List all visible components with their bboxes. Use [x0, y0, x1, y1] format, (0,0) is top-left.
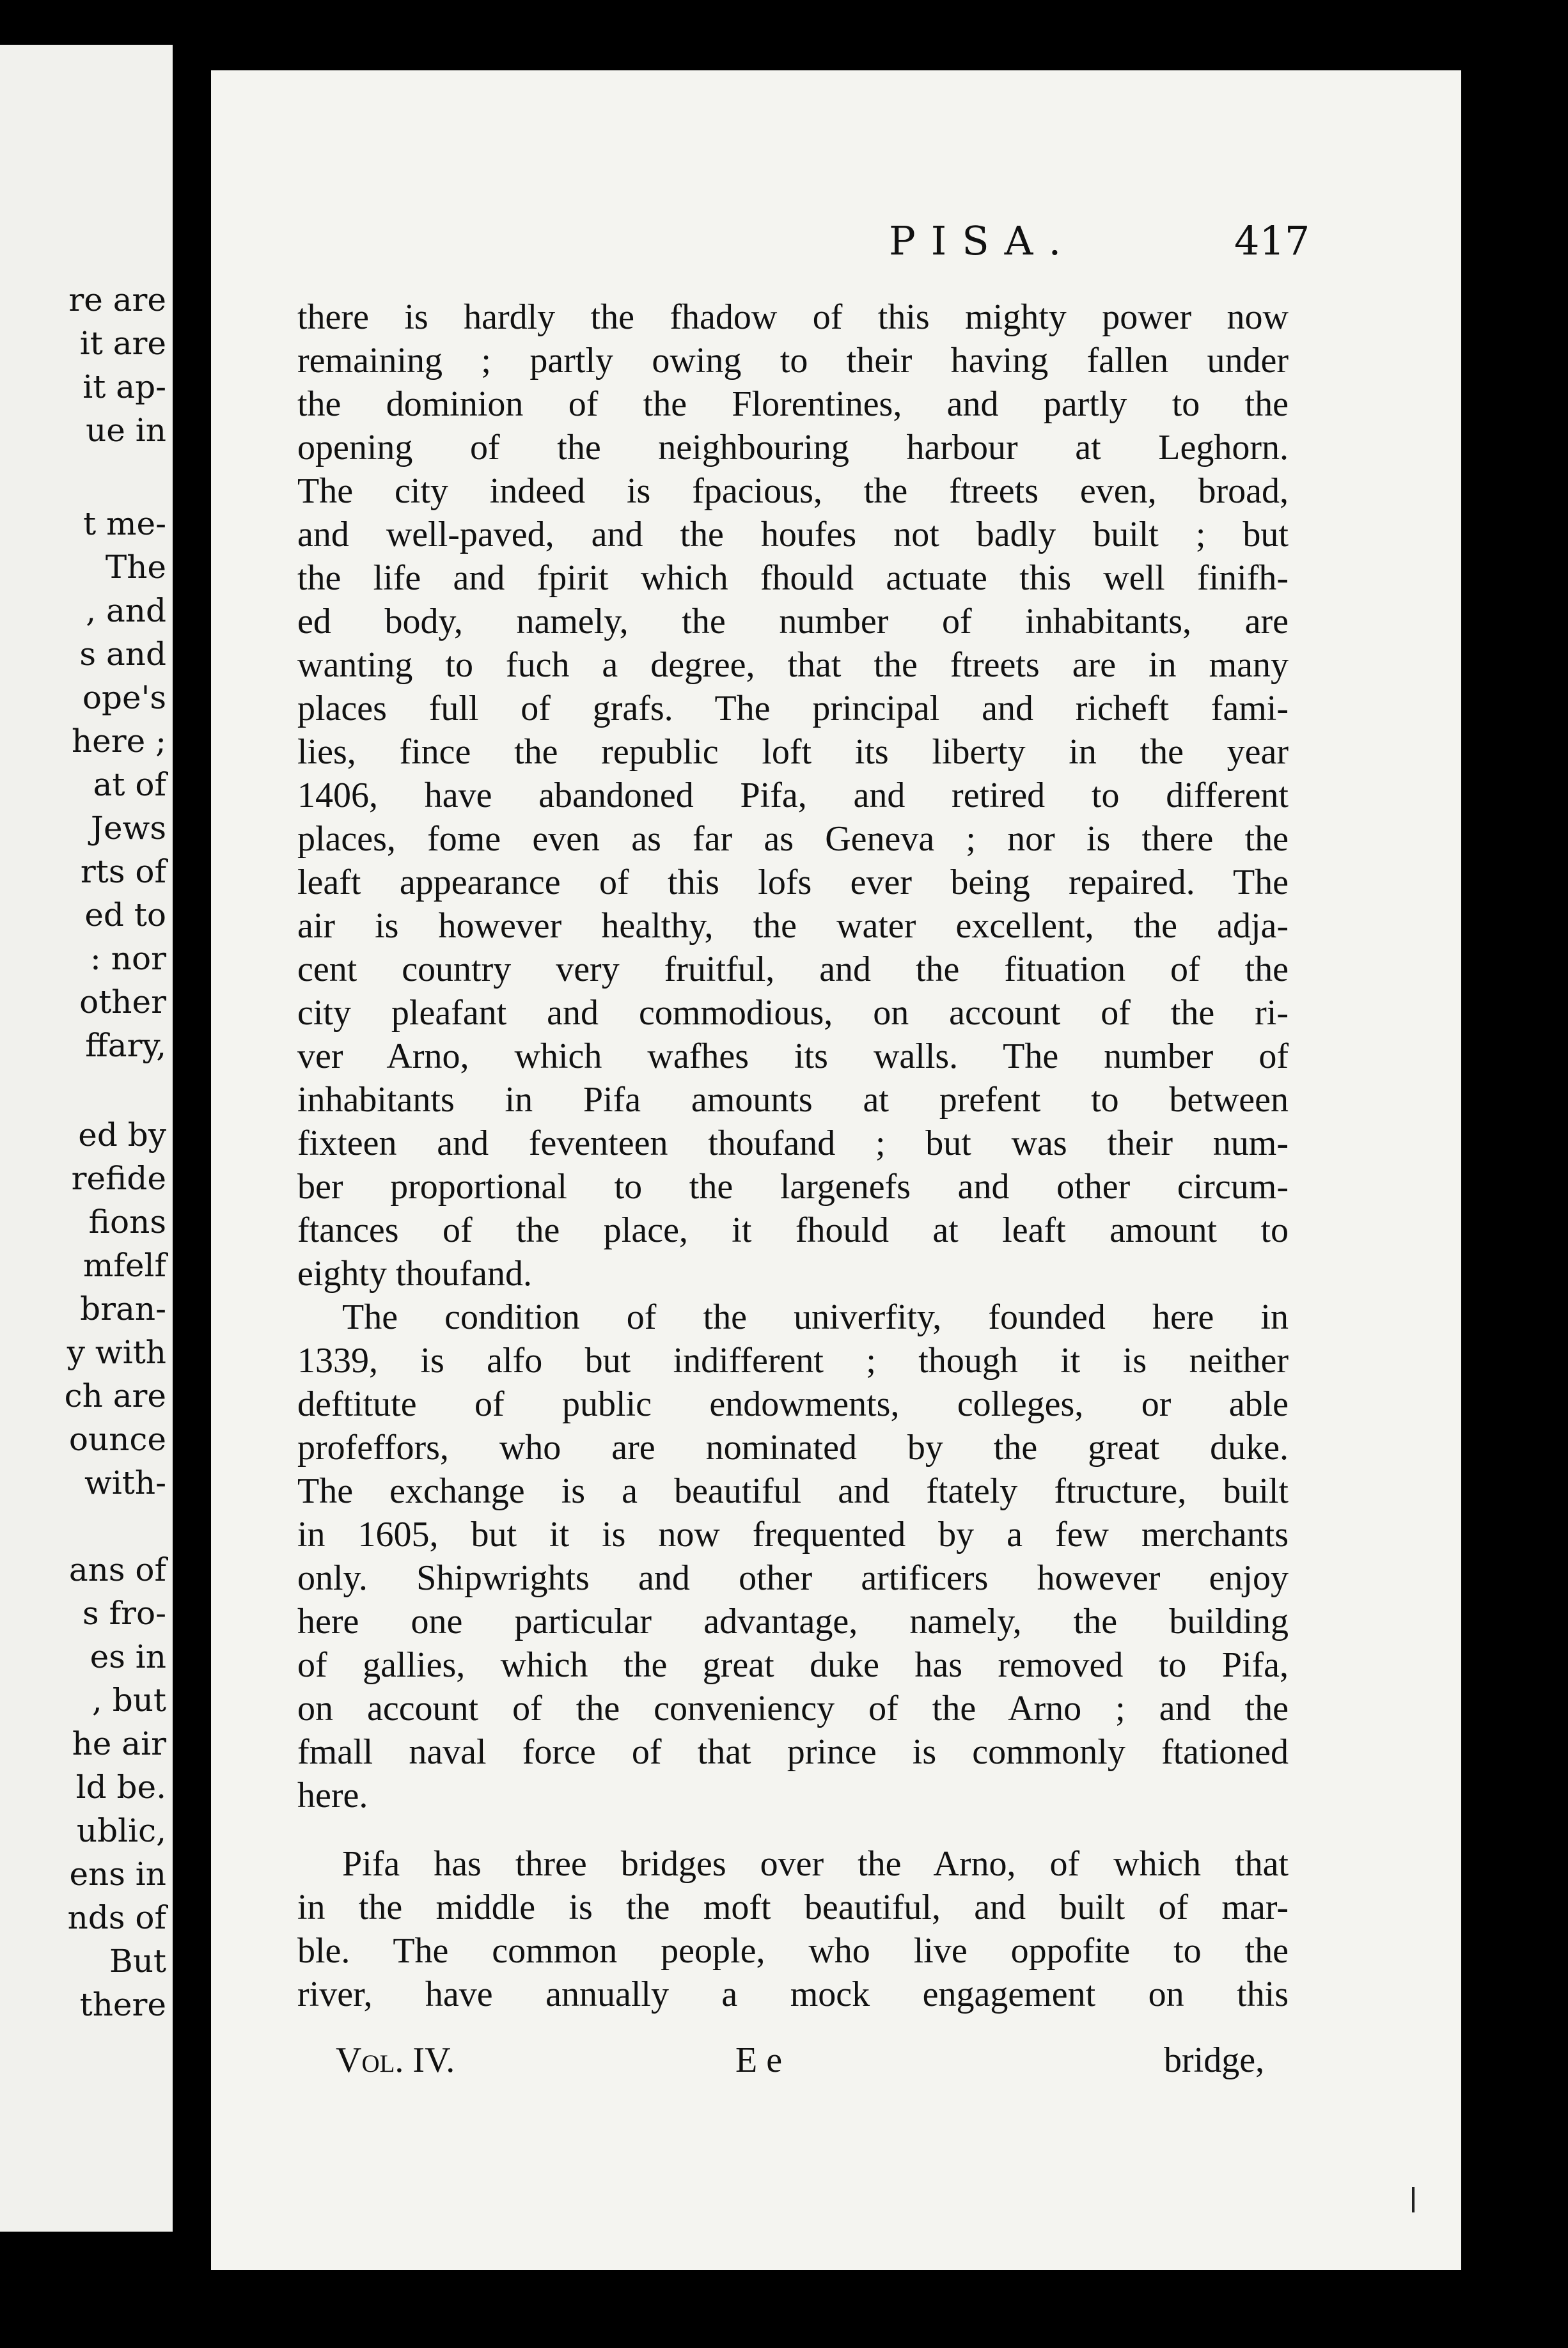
left-line: , and	[86, 592, 166, 629]
body-line: eighty thoufand.	[297, 1254, 533, 1294]
body-line: remaining ; partly owing to their having fallen under	[297, 341, 1289, 380]
running-head	[211, 217, 1461, 275]
left-line: it are	[79, 325, 166, 362]
body-line: there is hardly the fhadow of this mighty power now	[297, 297, 1289, 337]
body-line: and well-paved, and the houfes not badly built ; but	[297, 515, 1289, 554]
left-line: ublic,	[76, 1812, 166, 1849]
left-line: s and	[79, 636, 166, 673]
left-line: at of	[93, 766, 166, 803]
left-line: ans of	[68, 1551, 166, 1588]
body-line: here.	[297, 1776, 368, 1815]
body-line: wanting to fuch a degree, that the ftreets are in many	[297, 645, 1289, 685]
left-line: nds of	[67, 1899, 166, 1936]
left-line: fions	[88, 1203, 166, 1241]
page-edge-shadow	[1461, 58, 1568, 2296]
body-line: in 1605, but it is now frequented by a few merchants	[297, 1515, 1289, 1554]
body-line: ftances of the place, it fhould at leaft amount to	[297, 1210, 1289, 1250]
left-line: But	[109, 1943, 166, 1980]
body-line: The city indeed is fpacious, the ftreets even, broad,	[297, 471, 1289, 511]
left-line: The	[105, 549, 166, 586]
body-line: 1339, is alfo but indifferent ; though it is neither	[297, 1341, 1289, 1381]
left-line: es in	[90, 1638, 166, 1675]
left-line: ld be.	[75, 1769, 166, 1806]
body-line: the dominion of the Florentines, and partly to the	[297, 384, 1289, 424]
body-line: in the middle is the moft beautiful, and built of mar-	[297, 1888, 1289, 1927]
volume-label: Vol. IV.	[336, 2040, 455, 2080]
page-number: 417	[1234, 217, 1310, 264]
left-line: y with	[67, 1334, 166, 1371]
body-line: of gallies, which the great duke has removed to Pifa,	[297, 1645, 1289, 1685]
left-line: rts of	[80, 853, 166, 890]
left-line: s fro-	[82, 1595, 166, 1632]
body-line: 1406, have abandoned Pifa, and retired to different	[297, 776, 1289, 815]
left-line: Jews	[90, 810, 166, 847]
left-line: bran-	[80, 1290, 166, 1327]
left-line: : nor	[90, 940, 166, 977]
left-line: here ;	[71, 723, 166, 760]
page-title: PISA.	[889, 217, 1077, 264]
body-line: fmall naval force of that prince is commonly ftationed	[297, 1732, 1289, 1772]
body-line: places full of grafs. The principal and richeft fami-	[297, 689, 1289, 728]
left-line: ens in	[69, 1856, 166, 1893]
body-line: inhabitants in Pifa amounts at prefent to between	[297, 1080, 1289, 1120]
body-line: the life and fpirit which fhould actuate this well finifh-	[297, 558, 1289, 598]
left-line: re are	[68, 281, 166, 318]
left-line: mfelf	[82, 1247, 166, 1284]
body-line: ble. The common people, who live oppofite to the	[297, 1931, 1289, 1971]
page-417	[211, 70, 1461, 2270]
body-line: leaft appearance of this lofs ever being repaired. The	[297, 863, 1289, 902]
left-line: , but	[91, 1682, 166, 1719]
body-line: The condition of the univerfity, founded here in	[342, 1297, 1289, 1337]
left-line: t me-	[83, 505, 166, 542]
left-line: ffary,	[85, 1027, 166, 1064]
left-line: ch are	[64, 1377, 166, 1414]
body-line: The exchange is a beautiful and ftately ftructure, built	[297, 1471, 1289, 1511]
body-line: places, fome even as far as Geneva ; nor is there the	[297, 819, 1289, 859]
page-footer	[211, 2040, 1461, 2091]
body-line: on account of the conveniency of the Arno ; and the	[297, 1689, 1289, 1728]
stray-ink-mark	[1412, 2187, 1415, 2212]
body-line: Pifa has three bridges over the Arno, of which that	[342, 1844, 1289, 1884]
body-line: only. Shipwrights and other artificers however enjoy	[297, 1558, 1289, 1598]
body-line: opening of the neighbouring harbour at Leghorn.	[297, 428, 1289, 467]
left-line: he air	[72, 1725, 166, 1762]
left-line: there	[79, 1986, 166, 2023]
body-line: ed body, namely, the number of inhabitants, are	[297, 602, 1289, 641]
left-page-fragment	[0, 45, 173, 2232]
left-line: ue in	[86, 412, 166, 449]
body-line: deftitute of public endowments, colleges, or able	[297, 1384, 1289, 1424]
left-line: ope's	[82, 679, 166, 716]
body-line: ver Arno, which wafhes its walls. The number of	[297, 1037, 1289, 1076]
catchword: bridge,	[1164, 2040, 1265, 2080]
body-line: air is however healthy, the water excellent, the adja-	[297, 906, 1289, 946]
left-line: with-	[84, 1464, 166, 1501]
body-line: ber proportional to the largenefs and other circum-	[297, 1167, 1289, 1207]
signature-mark: E e	[735, 2040, 783, 2080]
left-line: refide	[71, 1160, 166, 1197]
body-line: profeffors, who are nominated by the great duke.	[297, 1428, 1289, 1468]
body-line: lies, fince the republic loft its liberty in the year	[297, 732, 1289, 772]
body-line: city pleafant and commodious, on account of the ri-	[297, 993, 1289, 1033]
left-line: ounce	[68, 1421, 166, 1458]
body-line: fixteen and feventeen thoufand ; but was their num-	[297, 1123, 1289, 1163]
left-line: ed by	[78, 1116, 166, 1154]
book-gutter	[173, 0, 211, 2348]
left-line: ed to	[84, 896, 166, 934]
left-line: it ap-	[82, 368, 166, 405]
body-line: here one particular advantage, namely, the building	[297, 1602, 1289, 1641]
left-line: other	[79, 983, 166, 1021]
body-line: cent country very fruitful, and the fituation of the	[297, 950, 1289, 989]
body-line: river, have annually a mock engagement on this	[297, 1975, 1289, 2014]
